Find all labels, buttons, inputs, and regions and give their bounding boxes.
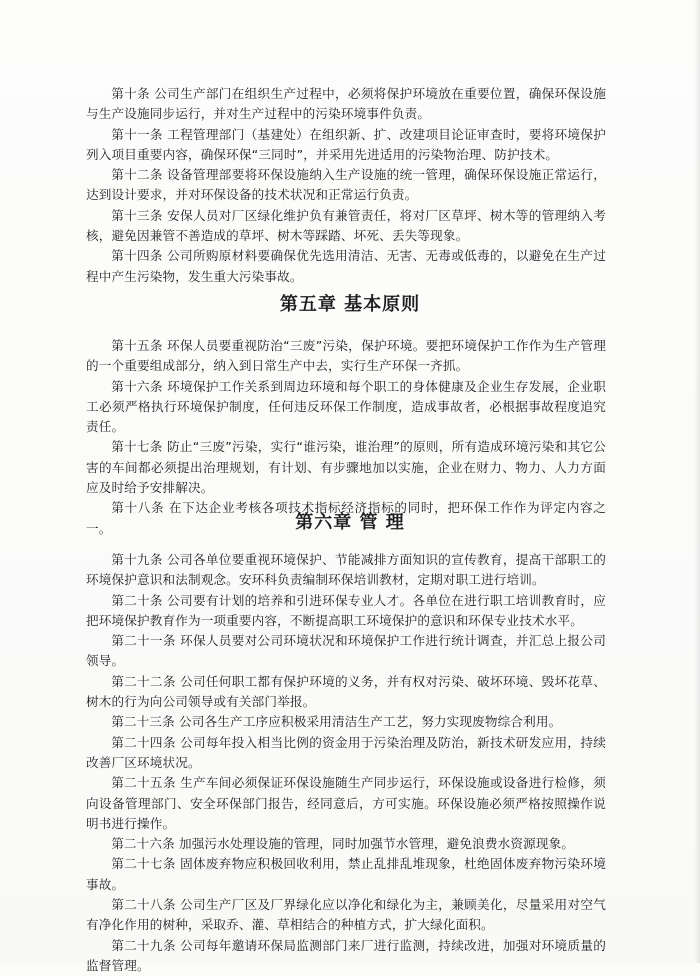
article-10: 第十条 公司生产部门在组织生产过程中，必须将保护环境放在重要位置，确保环保设施与生产设施同步运行，并对生产过程中的污染环境事件负责。 — [86, 86, 606, 122]
article-24: 第二十四条 公司每年投入相当比例的资金用于污染治理及防治，新技术研发应用，持续改善厂区环境状况。 — [86, 734, 606, 770]
article-21: 第二十一条 环保人员要对公司环境状况和环境保护工作进行统计调查，并汇总上报公司领导。 — [86, 633, 606, 669]
section-articles-10-14 — [86, 84, 606, 287]
chapter-5-title: 第五章 基本原则 — [279, 294, 421, 315]
article-11: 第十一条 工程管理部门（基建处）在组织新、扩、改建项目论证审查时，要将环境保护列入项目重要内容，确保环保“三同时”，并采用先进适用的污染物治理、防护技术。 — [86, 126, 606, 162]
article-23: 第二十三条 公司各生产工序应积极采用清洁生产工艺，努力实现废物综合利用。 — [111, 714, 562, 730]
article-14: 第十四条 公司所购原材料要确保优先选用清洁、无害、无毒或低毒的，以避免在生产过程中产生污染物，发生重大污染事故。 — [86, 248, 606, 284]
article-29: 第二十九条 公司每年邀请环保局监测部门来厂进行监测，持续改进，加强对环境质量的监督管理。 — [86, 937, 606, 973]
article-20: 第二十条 公司要有计划的培养和引进环保专业人才。各单位在进行职工培训教育时，应把环境保护教育作为一项重要内容，不断提高职工环境保护的意识和环保专业技术水平。 — [86, 592, 606, 628]
article-18: 第十八条 在下达企业考核各项技术指标经济指标的同时，把环保工作作为评定内容之一。 — [86, 500, 606, 536]
article-26: 第二十六条 加强污水处理设施的管理，同时加强节水管理，避免浪费水资源现象。 — [111, 836, 575, 852]
article-25: 第二十五条 生产车间必须保证环保设施随生产同步运行，环保设施或设备进行检修，须向设备管理部门、安全环保部门报告，经同意后，方可实施。环保设施必须严格按照操作说明书进行操作。 — [86, 775, 606, 831]
scan-edge-shadow — [694, 0, 700, 963]
article-15: 第十五条 环保人员要重视防治“三废”污染，保护环境。要把环境保护工作作为生产管理的一个重要组成部分，纳入到日常生产中去，实行生产环保一齐抓。 — [86, 338, 606, 374]
chapter-6-title: 第六章 管 理 — [295, 512, 405, 533]
article-28: 第二十八条 公司生产厂区及厂界绿化应以净化和绿化为主，兼顾美化，尽量采用对空气有净化作用的树种，采取乔、灌、草相结合的种植方式，扩大绿化面积。 — [86, 897, 606, 933]
article-19: 第十九条 公司各单位要重视环境保护、节能减排方面知识的宣传教育，提高干部职工的环境保护意识和法制观念。安环科负责编制环保培训教材，定期对职工进行培训。 — [86, 552, 606, 588]
chapter-6-body — [86, 550, 606, 976]
article-27: 第二十七条 固体废弃物应积极回收利用，禁止乱排乱堆现象，杜绝固体废弃物污染环境事故。 — [86, 856, 606, 892]
article-12: 第十二条 设备管理部要将环保设施纳入生产设施的统一管理，确保环保设施正常运行，达到设计要求，并对环保设备的技术状况和正常运行负责。 — [86, 167, 606, 203]
article-16: 第十六条 环境保护工作关系到周边环境和每个职工的身体健康及企业生存发展，企业职工必须严格执行环境保护制度，任何违反环保工作制度，造成事故者，必根据事故程度追究责任。 — [86, 378, 606, 435]
article-17: 第十七条 防止“三废”污染，实行“谁污染，谁治理”的原则，所有造成环境污染和其它公害的车间都必须提出治理规划，有计划、有步骤地加以实施，企业在财力、物力、人力方面应及时给予安排解决。 — [86, 439, 606, 496]
article-22: 第二十二条 公司任何职工都有保护环境的义务，并有权对污染、破坏环境、毁坏花草、树木的行为向公司领导或有关部门举报。 — [86, 673, 606, 710]
article-13: 第十三条 安保人员对厂区绿化维护负有兼管责任，将对厂区草坪、树木等的管理纳入考核，避免因兼管不善造成的草坪、树木等踩踏、坏死、丢失等现象。 — [86, 207, 606, 244]
